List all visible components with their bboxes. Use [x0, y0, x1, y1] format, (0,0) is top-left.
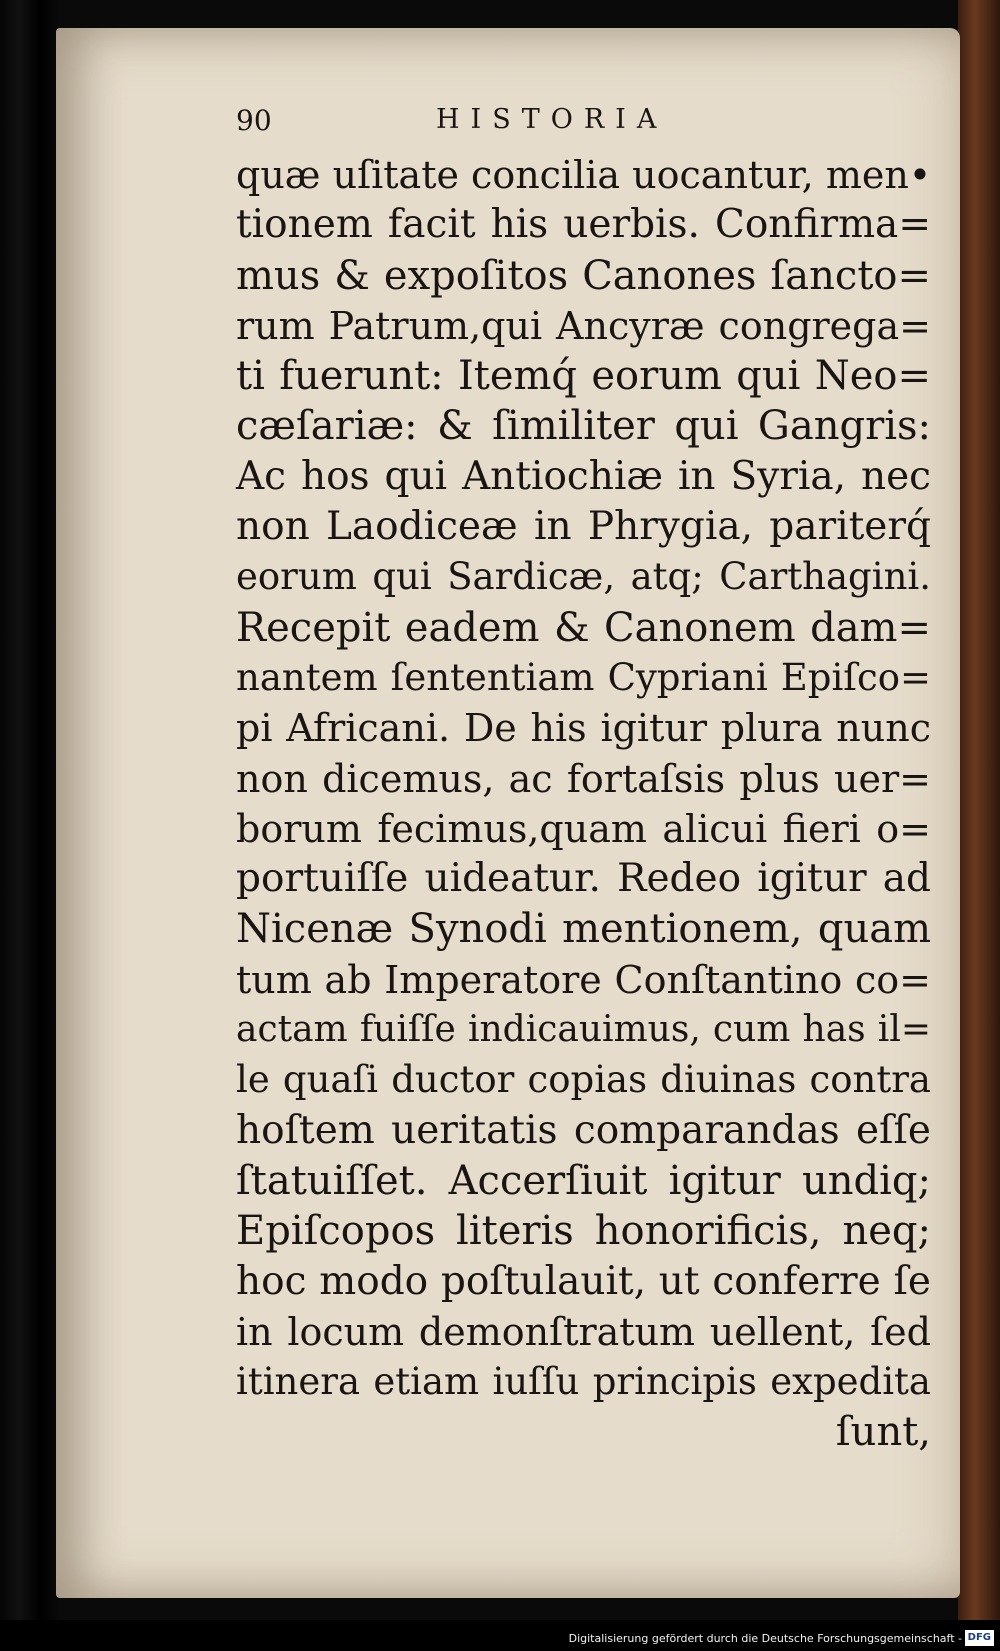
text-line: in locum demonſtratum uellent, ſed [236, 1309, 931, 1354]
running-title: HISTORIA [436, 104, 668, 135]
text-line: portuiſſe uideatur. Redeo igitur ad [236, 856, 931, 902]
page-number: 90 [236, 104, 272, 137]
book-edge [958, 0, 1000, 1620]
text-line: actam fuiſſe indicauimus, cum has il= [236, 1009, 931, 1051]
text-line: Nicenæ Synodi mentionem, quam [236, 906, 931, 953]
text-line: non Laodiceæ in Phrygia, pariterq́ [236, 504, 931, 550]
text-line: quæ uſitate concilia uocantur, men• [236, 153, 932, 197]
text-line: pi Africani. De his igitur plura nunc [236, 706, 931, 751]
text-line: cæſariæ: & ſimiliter qui Gangris: [236, 403, 931, 450]
page-text-block [236, 104, 931, 1458]
text-line: tum ab Imperatore Conſtantino co= [236, 957, 931, 1002]
catchword-line: ſunt, [835, 1409, 931, 1456]
text-line: itinera etiam iuſſu principis expedita [236, 1360, 931, 1404]
text-line: hoc modo poſtulauit, ut conferre ſe [236, 1258, 931, 1304]
text-line: mus & expoſitos Canones ſancto= [236, 252, 931, 299]
text-line: ti fuerunt: Itemq́ eorum qui Neo= [236, 353, 931, 400]
text-line: eorum qui Sardicæ, atq; Carthagini. [236, 555, 931, 599]
text-line: rum Patrum,qui Ancyræ congrega= [236, 303, 931, 348]
text-line: nantem ſententiam Cypriani Epiſco= [236, 655, 931, 699]
text-line: ſtatuiſſet. Accerſiuit igitur undiq; [236, 1157, 931, 1204]
text-lines [236, 150, 931, 1458]
text-line: borum fecimus,quam alicui fieri o= [236, 806, 931, 851]
text-line: Ac hos qui Antiochiæ in Syria, nec [236, 453, 931, 499]
text-line: tionem facit his uerbis. Confirma= [236, 202, 931, 248]
text-line: hoſtem ueritatis comparandas eſſe [236, 1107, 931, 1153]
text-line: Recepit eadem & Canonem dam= [236, 604, 931, 651]
text-line: Epiſcopos literis honorificis, neq; [236, 1208, 931, 1255]
dfg-logo: DFG [965, 1630, 994, 1646]
digitization-credit: Digitalisierung gefördert durch die Deutsche Forschungsgemeinschaft - [568, 1632, 962, 1645]
text-line: non dicemus, ac fortaſsis plus uer= [236, 756, 931, 801]
running-head [236, 104, 931, 150]
text-line: le quaſi ductor copias diuinas contra [236, 1058, 931, 1102]
